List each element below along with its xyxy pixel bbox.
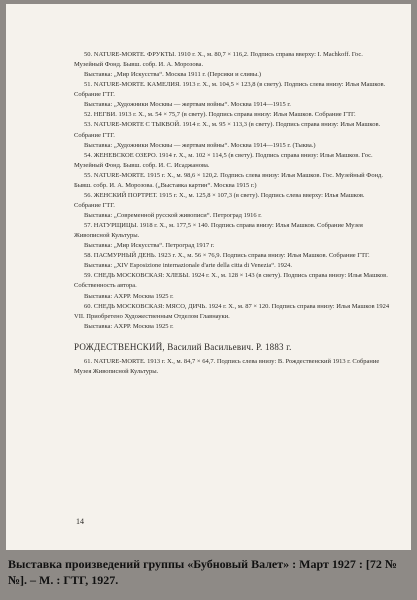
entry-description: 54. ЖЕНЕВСКОЕ ОЗЕРО. 1914 г. Х., м. 102 × 114,5 (в свету). Подпись справа внизу: Илья Машков. Гос. Музейный Фонд. Бывш. собр. И. С. Исаджанова.: [74, 151, 373, 169]
entry-description: 57. НАТУРЩИЦЫ. 1918 г. Х., м. 177,5 × 140. Подпись справа внизу: Илья Машков. Собрание Музея Живописной Культуры.: [74, 222, 363, 240]
entry-exhibition: Выставка: „Художники Москвы — жертвам войны“. Москва 1914—1915 г. (Тыква.): [84, 141, 316, 149]
catalog-entry: [74, 110, 390, 120]
catalog-entry: [74, 151, 390, 171]
catalog-entry: [74, 50, 390, 80]
catalog-entry: [74, 357, 390, 377]
catalog-entry: [74, 271, 390, 301]
entry-description: 55. NATURE-MORTE. 1915 г. Х., м. 98,6 × 120,2. Подпись слева внизу: Илья Машков. Гос. Музейный Фонд. Бывш. собр. И. А. Морозова. („Выставка картин“. Москва 1915 г.): [74, 171, 383, 189]
entry-description: 61. NATURE-MORTE. 1913 г. Х., м. 84,7 × 64,7. Подпись слева внизу: В. Рождественский 1913 г. Собрание Музея Живописной Культуры.: [74, 357, 380, 375]
entry-description: 58. ПАСМУРНЫЙ ДЕНЬ. 1923 г. Х., м. 56 × 76,9. Подпись справа внизу: Илья Машков. Собрание ГТГ.: [84, 252, 370, 260]
entry-exhibition: Выставка: „Современной русской живописи“. Петроград 1916 г.: [84, 212, 262, 219]
catalog-entry: [74, 171, 390, 191]
entry-exhibition: Выставка: „Художники Москвы — жертвам войны“. Москва 1914—1915 г.: [84, 101, 291, 109]
entry-exhibition: Выставка: „Мир Искусства“. Петроград 1917 г.: [84, 242, 215, 250]
catalog-page: [6, 4, 411, 550]
entry-description: 50. NATURE-MORTE. ФРУКТЫ. 1910 г. Х., м. 80,7 × 116,2. Подпись справа вверху: I. Machkoff. Гос. Музейный Фонд. Бывш. собр. И. А. Морозова.: [74, 51, 363, 69]
artist-heading: РОЖДЕСТВЕНСКИЙ, Василий Васильевич. Р. 1883 г.: [74, 341, 292, 352]
entry-exhibition: Выставка: АХРР. Москва 1925 г.: [84, 292, 174, 300]
bibliographic-caption: Выставка произведений группы «Бубновый Валет» : Март 1927 : [72 №№]. – М. : ГТГ, 1927.: [8, 557, 397, 588]
page-number: 14: [76, 517, 84, 526]
catalog-text: [74, 50, 390, 377]
entry-description: 59. СНЕДЬ МОСКОВСКАЯ: ХЛЕБЫ. 1924 г. Х., м. 128 × 143 (в свету). Подпись справа внизу: Илья Машков. Собственность автора.: [74, 272, 388, 290]
entry-exhibition: Выставка: АХРР. Москва 1925 г.: [84, 322, 174, 330]
entry-description: 53. NATURE-MORTE С ТЫКВОЙ. 1914 г. Х., м. 95 × 113,3 (в свету). Подпись справа внизу: Илья Машков. Собрание ГТГ.: [74, 121, 381, 139]
entry-description: 60. СНЕДЬ МОСКОВСКАЯ: МЯСО, ДИЧЬ. 1924 г. Х., м. 87 × 120. Подпись справа внизу: Илья Машков 1924 VII. Приобретено Художественным Отделом Главнауки.: [74, 302, 390, 320]
entry-description: 52. НЕГВИ. 1913 г. Х., м. 54 × 75,7 (в свету). Подпись справа внизу: Илья Машков. Собрание ГТГ.: [84, 111, 356, 119]
artist-entry-list: [74, 357, 390, 377]
catalog-entry: [74, 191, 390, 221]
entry-exhibition: Выставка: „Мир Искусства“. Москва 1911 г. (Персики и сливы.): [84, 71, 262, 79]
catalog-entry: [74, 80, 390, 110]
entry-exhibition: Выставка: „XIV Esposizione internazionale d'arte della citta di Venezia“. 1924.: [84, 262, 293, 270]
catalog-entry: [74, 221, 390, 251]
catalog-entry: [74, 251, 390, 271]
catalog-entry: [74, 120, 390, 150]
entry-list: [74, 50, 390, 332]
entry-description: 56. ЖЕНСКИЙ ПОРТРЕТ. 1915 г. Х., м. 125,8 × 107,3 (в свету). Подпись слева вверху: Илья Машков. Собрание ГТГ.: [74, 191, 365, 209]
catalog-entry: [74, 302, 390, 332]
entry-description: 51. NATURE-MORTE. КАМЕЛИЯ. 1913 г. Х., м. 104,5 × 123,8 (в свету). Подпись слева внизу: Илья Машков. Собрание ГТГ.: [74, 81, 386, 99]
